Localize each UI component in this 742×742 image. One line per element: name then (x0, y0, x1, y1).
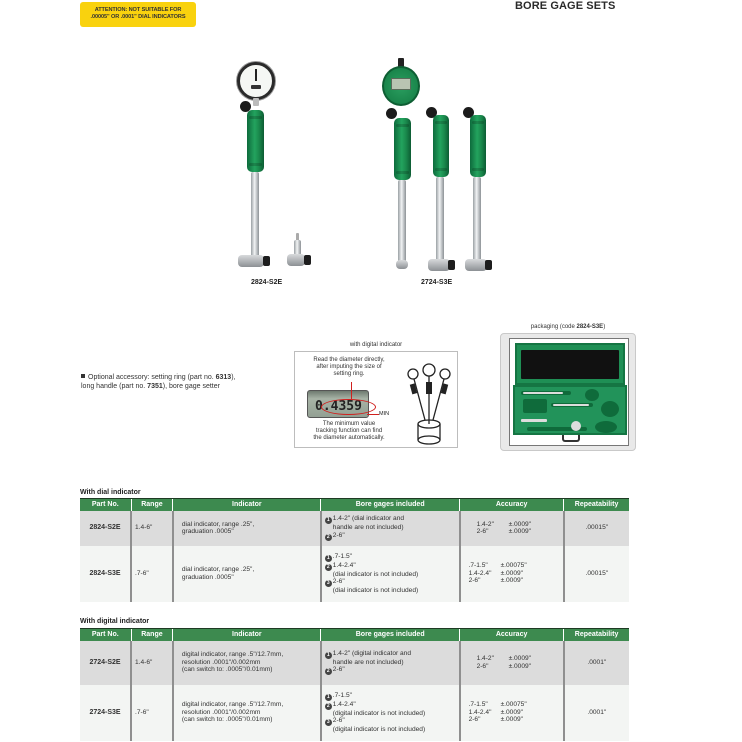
bore-gages-cell: 1 .7-1.5" 2 1.4-2.4" (digital indicator is not included) 3 2-6" (digital indicator is not included) (321, 685, 460, 741)
table-row (80, 546, 629, 602)
table-header-row (80, 499, 629, 511)
indicator-cell: digital indicator, range .5"/12.7mm, resolution .0001"/0.002mm (can switch to: .0005"/0.01mm) (173, 685, 321, 741)
col-header-repeatability: Repeatability (564, 499, 629, 511)
product-caption-2824-s2e: 2824-S2E (251, 279, 283, 286)
digital-indicator-info-box: Read the diameter directly, after imputing the size of setting ring. 0.4359 MIN The minimum value tracking function can find the diameter automatically. (294, 351, 458, 448)
col-header-indicator: Indicator (173, 499, 321, 511)
min-label: MIN (379, 411, 390, 417)
accuracy-cell: 1.4-2" ±.0009" 2-6" ±.0009" (460, 641, 564, 685)
long-handle-part-no: 7351 (147, 382, 163, 390)
attention-notice (80, 2, 196, 27)
repeatability-cell: .0001" (564, 641, 629, 685)
part-no-cell: 2724-S2E (80, 641, 131, 685)
page-title: BORE GAGE SETS (515, 0, 616, 12)
attention-line-2: .00005" OR .0001" DIAL INDICATORS (90, 14, 186, 20)
table-row (80, 685, 629, 741)
table-row (80, 511, 629, 546)
packaging-title: packaging (code 2824-S3E) (530, 324, 606, 330)
table-header-row (80, 629, 629, 641)
indicator-cell: dial indicator, range .25", graduation .0005" (173, 511, 321, 546)
part-no-cell: 2824-S3E (80, 546, 131, 602)
part-no-cell: 2824-S2E (80, 511, 131, 546)
accuracy-cell: .7-1.5" ±.00075" 1.4-2.4" ±.0009" 2-6" ±.0009" (460, 685, 564, 741)
handle-icon (470, 115, 486, 177)
number-3-icon: 3 (325, 580, 332, 587)
number-2-icon: 2 (325, 564, 332, 571)
digital-table-title: With digital indicator (80, 618, 150, 625)
dial-table-title: With dial indicator (80, 489, 141, 496)
dial-indicator-table (80, 498, 629, 602)
col-header-bore-gages: Bore gages included (321, 629, 460, 641)
accuracy-cell: .7-1.5" ±.00075" 1.4-2.4" ±.0009" 2-6" ±.0009" (460, 546, 564, 602)
digital-indicator-icon (382, 66, 420, 106)
col-header-accuracy: Accuracy (460, 499, 564, 511)
part-no-cell: 2724-S3E (80, 685, 131, 741)
handle-icon (247, 110, 264, 172)
dial-indicator-icon (237, 62, 275, 100)
range-cell: 1.4-6" (131, 511, 173, 546)
col-header-range: Range (131, 499, 173, 511)
bore-gages-cell: 1 1.4-2" (dial indicator and handle are not included) 2 2-6" (321, 511, 460, 546)
number-3-icon: 3 (325, 719, 332, 726)
indicator-cell: dial indicator, range .25", graduation .0005" (173, 546, 321, 602)
col-header-accuracy: Accuracy (460, 629, 564, 641)
packaging-code: 2824-S3E (576, 324, 604, 330)
col-header-part-no: Part No. (80, 499, 131, 511)
attention-line-1: ATTENTION: NOT SUITABLE FOR (94, 7, 182, 13)
col-header-indicator: Indicator (173, 629, 321, 641)
number-1-icon: 1 (325, 652, 332, 659)
accuracy-cell: 1.4-2" ±.0009" 2-6" ±.0009" (460, 511, 564, 546)
repeatability-cell: .00015" (564, 546, 629, 602)
repeatability-cell: .0001" (564, 685, 629, 741)
indicator-cell: digital indicator, range .5"/12.7mm, resolution .0001"/0.002mm (can switch to: .0005"/0.01mm) (173, 641, 321, 685)
number-1-icon: 1 (325, 694, 332, 701)
setting-ring-part-no: 6313 (215, 374, 232, 381)
case-lid-icon (515, 343, 625, 385)
repeatability-cell: .00015" (564, 511, 629, 546)
bullet-icon (81, 374, 85, 378)
range-cell: 1.4-6" (131, 641, 173, 685)
digital-box-title: with digital indicator (349, 342, 403, 348)
table-row (80, 641, 629, 685)
lcd-value: 0.4359 (315, 399, 362, 414)
bore-gages-cell: 1 .7-1.5" 2 1.4-2.4" (dial indicator is not included) 3 2-6" (dial indicator is not included) (321, 546, 460, 602)
accessory-note: Optional accessory: setting ring (part no. 6313), long handle (part no. 7351), bore gage setter (81, 374, 236, 390)
handle-icon (433, 115, 449, 177)
packaging-image (500, 333, 636, 451)
bore-gages-cell: 1 1.4-2" (digital indicator and handle are not included) 2 2-6" (321, 641, 460, 685)
col-header-part-no: Part No. (80, 629, 131, 641)
number-1-icon: 1 (325, 555, 332, 562)
gauge-in-ring-sketch-icon (403, 362, 455, 446)
col-header-repeatability: Repeatability (564, 629, 629, 641)
product-caption-2724-s3e: 2724-S3E (421, 279, 453, 286)
number-2-icon: 2 (325, 534, 332, 541)
number-1-icon: 1 (325, 517, 332, 524)
number-2-icon: 2 (325, 703, 332, 710)
col-header-range: Range (131, 629, 173, 641)
handle-icon (394, 118, 411, 180)
range-cell: .7-6" (131, 546, 173, 602)
number-2-icon: 2 (325, 668, 332, 675)
col-header-bore-gages: Bore gages included (321, 499, 460, 511)
digital-indicator-table (80, 628, 629, 741)
case-base-icon (513, 385, 627, 435)
range-cell: .7-6" (131, 685, 173, 741)
